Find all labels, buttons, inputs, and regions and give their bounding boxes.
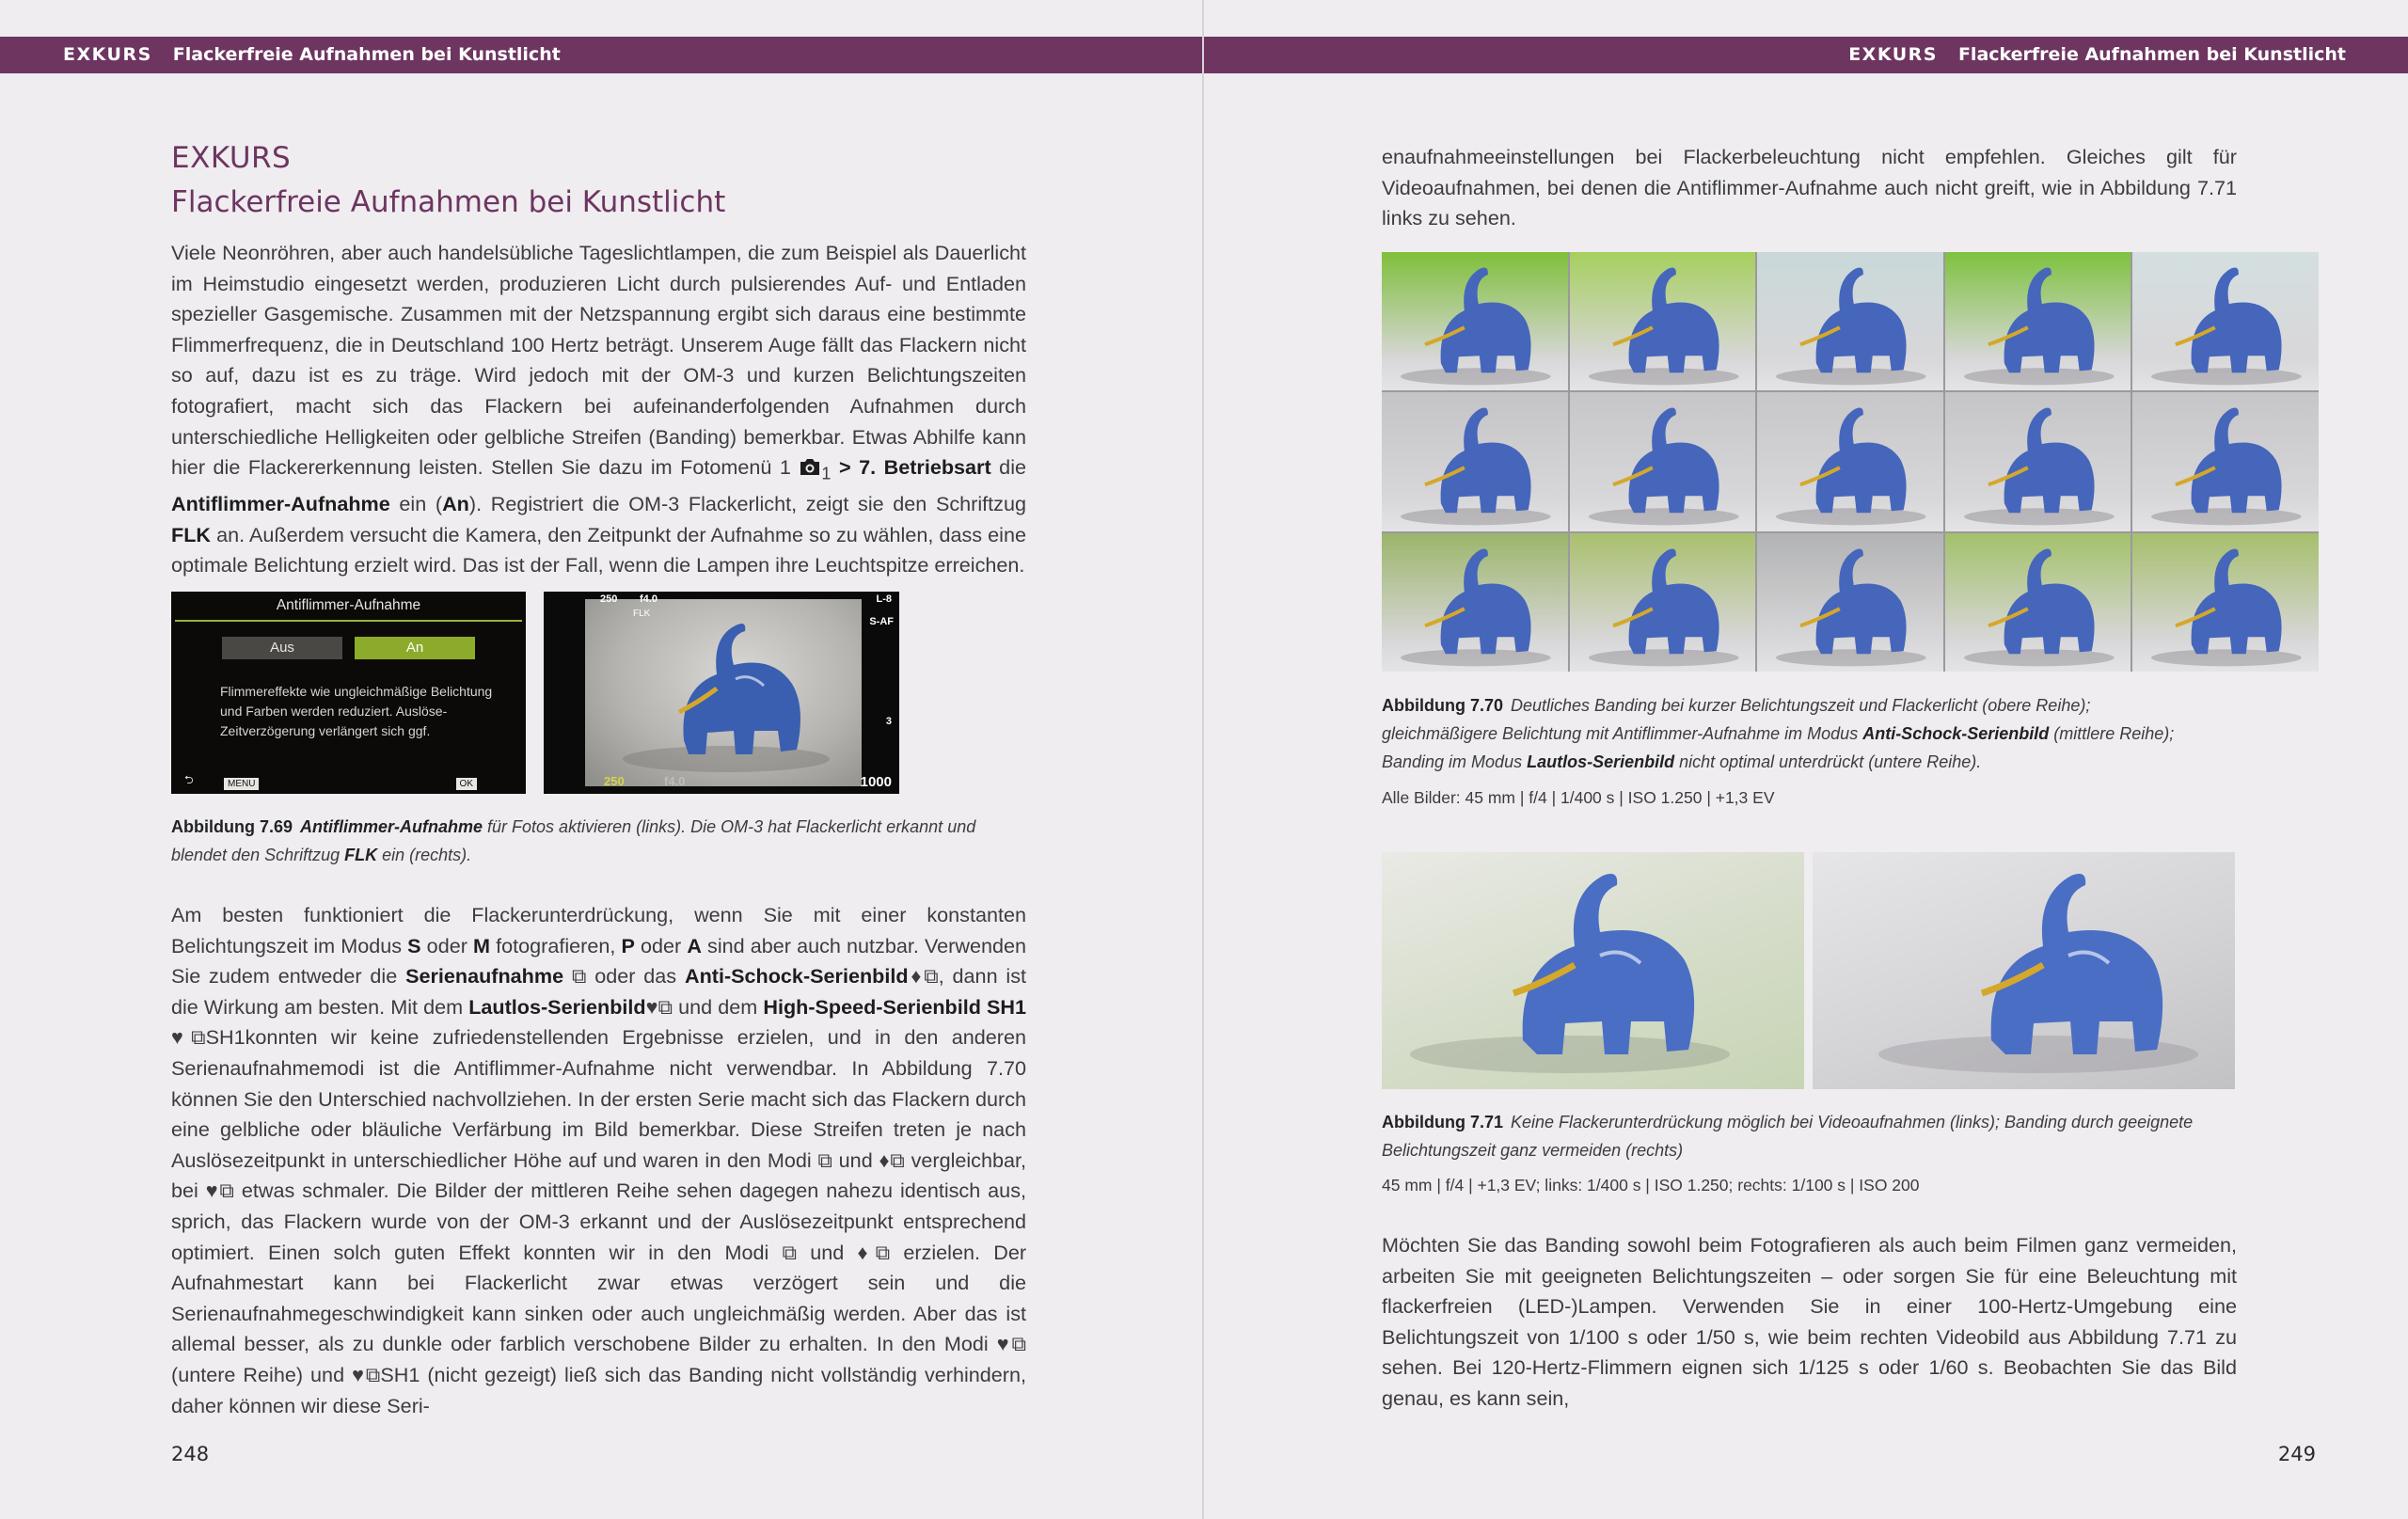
menu-footer <box>171 775 526 794</box>
back-arrow-icon: ⮌ <box>184 773 194 786</box>
shutter-readout: 250 <box>600 593 618 605</box>
banding-photo-grid <box>1382 252 2319 672</box>
caption-term: Anti-Schock-Serienbild <box>1862 724 2050 743</box>
body-paragraph-2 <box>171 900 1026 1421</box>
silent-sequential-icon: ♥⧉ <box>171 1025 206 1050</box>
section-kicker: EXKURS <box>171 141 292 175</box>
header-kicker: EXKURS <box>1848 44 1938 65</box>
flk-label: FLK <box>171 522 211 546</box>
mode-p: P <box>621 933 635 957</box>
grid-photo-r3-c4 <box>1945 533 2131 672</box>
exposure-shutter: 250 <box>604 774 625 788</box>
text: oder <box>634 933 688 957</box>
grid-photo-r1-c2 <box>1570 252 1756 390</box>
af-mode: S-AF <box>869 616 894 627</box>
figure-credits-7-70: Alle Bilder: 45 mm | f/4 | 1/400 s | ISO 1.250 | +1,3 EV <box>1382 788 1775 807</box>
caption-label: Abbildung 7.69 <box>171 817 293 836</box>
caption-text: (mittlere Reihe); Banding im Modus <box>1382 724 2175 771</box>
right-page <box>1204 0 2408 1519</box>
grid-photo-r2-c3 <box>1757 392 1943 530</box>
menu-divider <box>175 620 522 622</box>
elephant-figurine-image <box>585 599 862 786</box>
camera-icon <box>799 455 821 479</box>
option-on: An <box>355 637 475 659</box>
menu-title: Antiflimmer-Aufnahme <box>276 597 421 613</box>
text: oder das <box>586 964 685 989</box>
caption-text: ein (rechts). <box>377 846 472 864</box>
elephant-figurine-image <box>1813 852 2235 1089</box>
header-kicker: EXKURS <box>63 44 152 65</box>
grid-photo-r1-c3 <box>1757 252 1943 390</box>
sequential-shooting-icon: ⧉ <box>782 1240 797 1264</box>
sh1-label: SH1 <box>380 1362 420 1386</box>
header-title: Flackerfreie Aufnahmen bei Kunstlicht <box>172 44 561 65</box>
elephant-figurine-image <box>1382 852 1804 1089</box>
text: erzielen. Der Aufnahmestart kann bei Flackerlicht zwar etwas verzögert sein und die Serienaufnahmegeschwindigkeit kann sinken oder auch ungleichmäßig werden. Aber das ist allemal besser, als zu dunkle oder farblich verschobene Bilder zu erhalten. In den Modi <box>171 1240 1027 1356</box>
option-off: Aus <box>222 637 342 659</box>
figure-caption-7-70 <box>1382 691 2210 776</box>
quality-readout: L-8 <box>876 593 892 605</box>
caption-text: nicht optimal unterdrückt (untere Reihe). <box>1674 752 1982 771</box>
flk-label: FLK <box>344 846 378 864</box>
text: ). Registriert die OM-3 Flackerlicht, zeigt sie den Schriftzug <box>468 492 1026 516</box>
figure-caption-7-71 <box>1382 1108 2210 1164</box>
text: (nicht gezeigt) ließ sich das Banding nicht vollständig verhindern, daher können wir diese Seri- <box>171 1362 1026 1417</box>
term-highspeed: High-Speed-Serienbild SH1 <box>763 994 1026 1019</box>
setting-name: Antiflimmer-Aufnahme <box>171 492 390 516</box>
menu-description: Flimmereffekte wie ungleichmäßige Belichtung und Farben werden reduziert. Auslöse-Zeitverzögerung verlängert sich ggf. <box>220 684 493 738</box>
caption-term: Lautlos-Serienbild <box>1527 752 1675 771</box>
grid-photo-r2-c2 <box>1570 392 1756 530</box>
text: die <box>990 455 1026 480</box>
camera-live-view <box>544 592 899 794</box>
anti-shock-sequential-icon: ♦⧉ <box>857 1240 891 1264</box>
text: , dann ist die Wirkung am besten. Mit dem <box>171 964 1027 1019</box>
menu-number: 1 <box>821 464 832 483</box>
text: Viele Neonröhren, aber auch handelsübliche Tageslichtlampen, die zum Beispiel als Dauerlicht im Heimstudio eingesetzt werden, produzieren Licht durch pulsierendes Auf- und Entladen spezieller Gasgemische. Zusammen mit der Netzspannung ergibt sich daraus eine bestimmte Flimmerfrequenz, die in Deutschland 100 Hertz beträgt. Unserem Auge fällt das Flackern nicht so auf, dazu ist es zu träge. Wird jedoch mit der OM-3 und kurzen Belichtungszeiten fotografiert, macht sich das Flackern bei aufeinanderfolgenden Aufnahmen durch unterschiedliche Helligkeiten oder gelbliche Streifen (Banding) bemerkbar. Etwas Abhilfe kann hier die Flackererkennung leisten. Stellen Sie dazu im Fotomenü 1 <box>171 241 1026 480</box>
mode-m: M <box>473 933 491 957</box>
text: vergleichbar, bei <box>171 1147 1027 1203</box>
page-number-left: 248 <box>171 1443 210 1465</box>
figure-credits-7-71: 45 mm | f/4 | +1,3 EV; links: 1/400 s | ISO 1.250; rechts: 1/100 s | ISO 200 <box>1382 1176 1920 1195</box>
grid-photo-r3-c1 <box>1382 533 1568 672</box>
sequential-shooting-icon: ⧉ <box>563 964 587 989</box>
text: konnten wir keine zufriedenstellenden Ergebnisse erzielen, und in den anderen Serienaufnahmemodi ist die Antiflimmer-Aufnahme nicht verwendbar. In Abbildung 7.70 können Sie den Unterschied nachvollziehen. In der ersten Serie macht sich das Flackern durch eine gelbliche oder bläuliche Verfärbung im Bild bemerkbar. Diese Streifen treten je nach Auslösezeitpunkt in unterschiedlicher Höhe auf und waren in den Modi <box>171 1025 1026 1172</box>
section-title: Flackerfreie Aufnahmen bei Kunstlicht <box>171 185 726 219</box>
caption-text: Keine Flackerunterdrückung möglich bei Videoaufnahmen (links); Banding durch geeignete Belichtungszeit ganz vermeiden (rechts) <box>1382 1113 2194 1160</box>
text: und <box>797 1240 858 1264</box>
term-lautlos: Lautlos-Serienbild <box>468 994 646 1019</box>
caption-text: für Fotos aktivieren (links). Die OM-3 hat Flackerlicht erkannt und blendet den Schriftzug <box>171 817 976 864</box>
exposure-aperture: f4.0 <box>664 774 686 788</box>
caption-text: Deutliches Banding bei kurzer Belichtungszeit und Flackerlicht (obere Reihe); gleichmäßigere Belichtung mit Antiflimmer-Aufnahme im Modus <box>1382 696 2091 743</box>
grid-photo-r3-c3 <box>1757 533 1943 672</box>
shots-remaining: 1000 <box>860 774 892 790</box>
caption-label: Abbildung 7.71 <box>1382 1113 1504 1131</box>
right-body-paragraph-2: Möchten Sie das Banding sowohl beim Fotografieren als auch beim Filmen ganz vermeiden, arbeiten Sie mit geeigneten Belichtungszeiten – oder sorgen Sie für eine Beleuchtung mit flackerfreien (LED-)Lampen. Verwenden Sie in einer 100-Hertz-Umgebung eine Belichtungszeit von 1/100 s oder 1/50 s, wie beim rechten Videobild aus Abbildung 7.71 zu sehen. Bei 120-Hertz-Flimmern eignen sich 1/125 s oder 1/60 s. Beobachten Sie das Bild genau, es kann sein, <box>1382 1233 2237 1410</box>
camera-menu-screen <box>171 592 526 794</box>
term-antischock: Anti-Schock-Serienbild <box>684 964 909 989</box>
grid-photo-r2-c4 <box>1945 392 2131 530</box>
ok-key: OK <box>456 778 477 790</box>
menu-arrow: > <box>831 455 860 480</box>
silent-sequential-icon: ♥⧉ <box>352 1362 381 1386</box>
setting-value: An <box>442 492 469 516</box>
aperture-readout: f4.0 <box>640 593 657 605</box>
text: (untere Reihe) und <box>171 1362 353 1386</box>
mode-s: S <box>407 933 421 957</box>
right-body-paragraph-1: enaufnahmeeinstellungen bei Flackerbeleuchtung nicht empfehlen. Gleiches gilt für Videoaufnahmen, bei denen die Antiflimmer-Aufnahme auch nicht greift, wie in Abbildung 7.71 links zu sehen. <box>1382 145 2237 230</box>
grid-photo-r2-c5 <box>2132 392 2319 530</box>
text: etwas schmaler. Die Bilder der mittleren Reihe sehen dagegen nahezu identisch aus, sprich, das Flackern wurde von der OM-3 erkannt und der Auslösezeitpunkt entsprechend optimiert. Einen solch guten Effekt konnten wir in den Modi <box>171 1179 1026 1264</box>
page-number-right: 249 <box>2277 1443 2316 1465</box>
body-paragraph-1 <box>171 238 1026 581</box>
text: oder <box>420 933 474 957</box>
still-frame-photo <box>1813 852 2235 1089</box>
sh1-label: SH1 <box>205 1025 246 1050</box>
text: und <box>832 1147 879 1172</box>
left-page <box>0 0 1202 1519</box>
menu-key: MENU <box>224 778 259 790</box>
text: an. Außerdem versucht die Kamera, den Zeitpunkt der Aufnahme so zu wählen, dass eine optimale Belichtung erzielt wird. Das ist der Fall, wenn die Lampen ihre Leuchtspitze erreichen. <box>171 522 1026 578</box>
grid-photo-r3-c5 <box>2132 533 2319 672</box>
grid-photo-r1-c4 <box>1945 252 2131 390</box>
text: Am besten funktioniert die Flackerunterdrückung, wenn Sie mit einer konstanten Belichtungszeit im Modus <box>171 903 1026 957</box>
drive-mode: 3 <box>885 716 892 727</box>
text: sind aber auch nutzbar. Verwenden Sie zudem entweder die <box>171 933 1027 989</box>
grid-photo-r3-c2 <box>1570 533 1756 672</box>
text: ein ( <box>389 492 443 516</box>
caption-term: Antiflimmer-Aufnahme <box>300 817 483 836</box>
silent-sequential-icon: ♥⧉ <box>996 1332 1026 1356</box>
anti-shock-sequential-icon: ♦⧉ <box>908 964 939 989</box>
live-view-image <box>585 599 862 786</box>
grid-photo-r2-c1 <box>1382 392 1568 530</box>
silent-sequential-icon: ♥⧉ <box>645 994 673 1019</box>
grid-photo-r1-c1 <box>1382 252 1568 390</box>
anti-shock-sequential-icon: ♦⧉ <box>879 1147 905 1172</box>
text: fotografieren, <box>490 933 622 957</box>
sequential-shooting-icon: ⧉ <box>817 1147 832 1172</box>
term-serienaufnahme: Serienaufnahme <box>405 964 564 989</box>
menu-item: 7. Betriebsart <box>859 455 991 480</box>
mode-a: A <box>687 933 702 957</box>
figure-caption-7-69 <box>171 813 1026 869</box>
header-title: Flackerfreie Aufnahmen bei Kunstlicht <box>1957 44 2346 65</box>
caption-label: Abbildung 7.70 <box>1382 696 1504 715</box>
silent-sequential-icon: ♥⧉ <box>205 1179 234 1203</box>
video-frame-photo <box>1382 852 1804 1089</box>
grid-photo-r1-c5 <box>2132 252 2319 390</box>
flk-indicator: FLK <box>633 609 651 619</box>
text: und dem <box>673 994 764 1019</box>
